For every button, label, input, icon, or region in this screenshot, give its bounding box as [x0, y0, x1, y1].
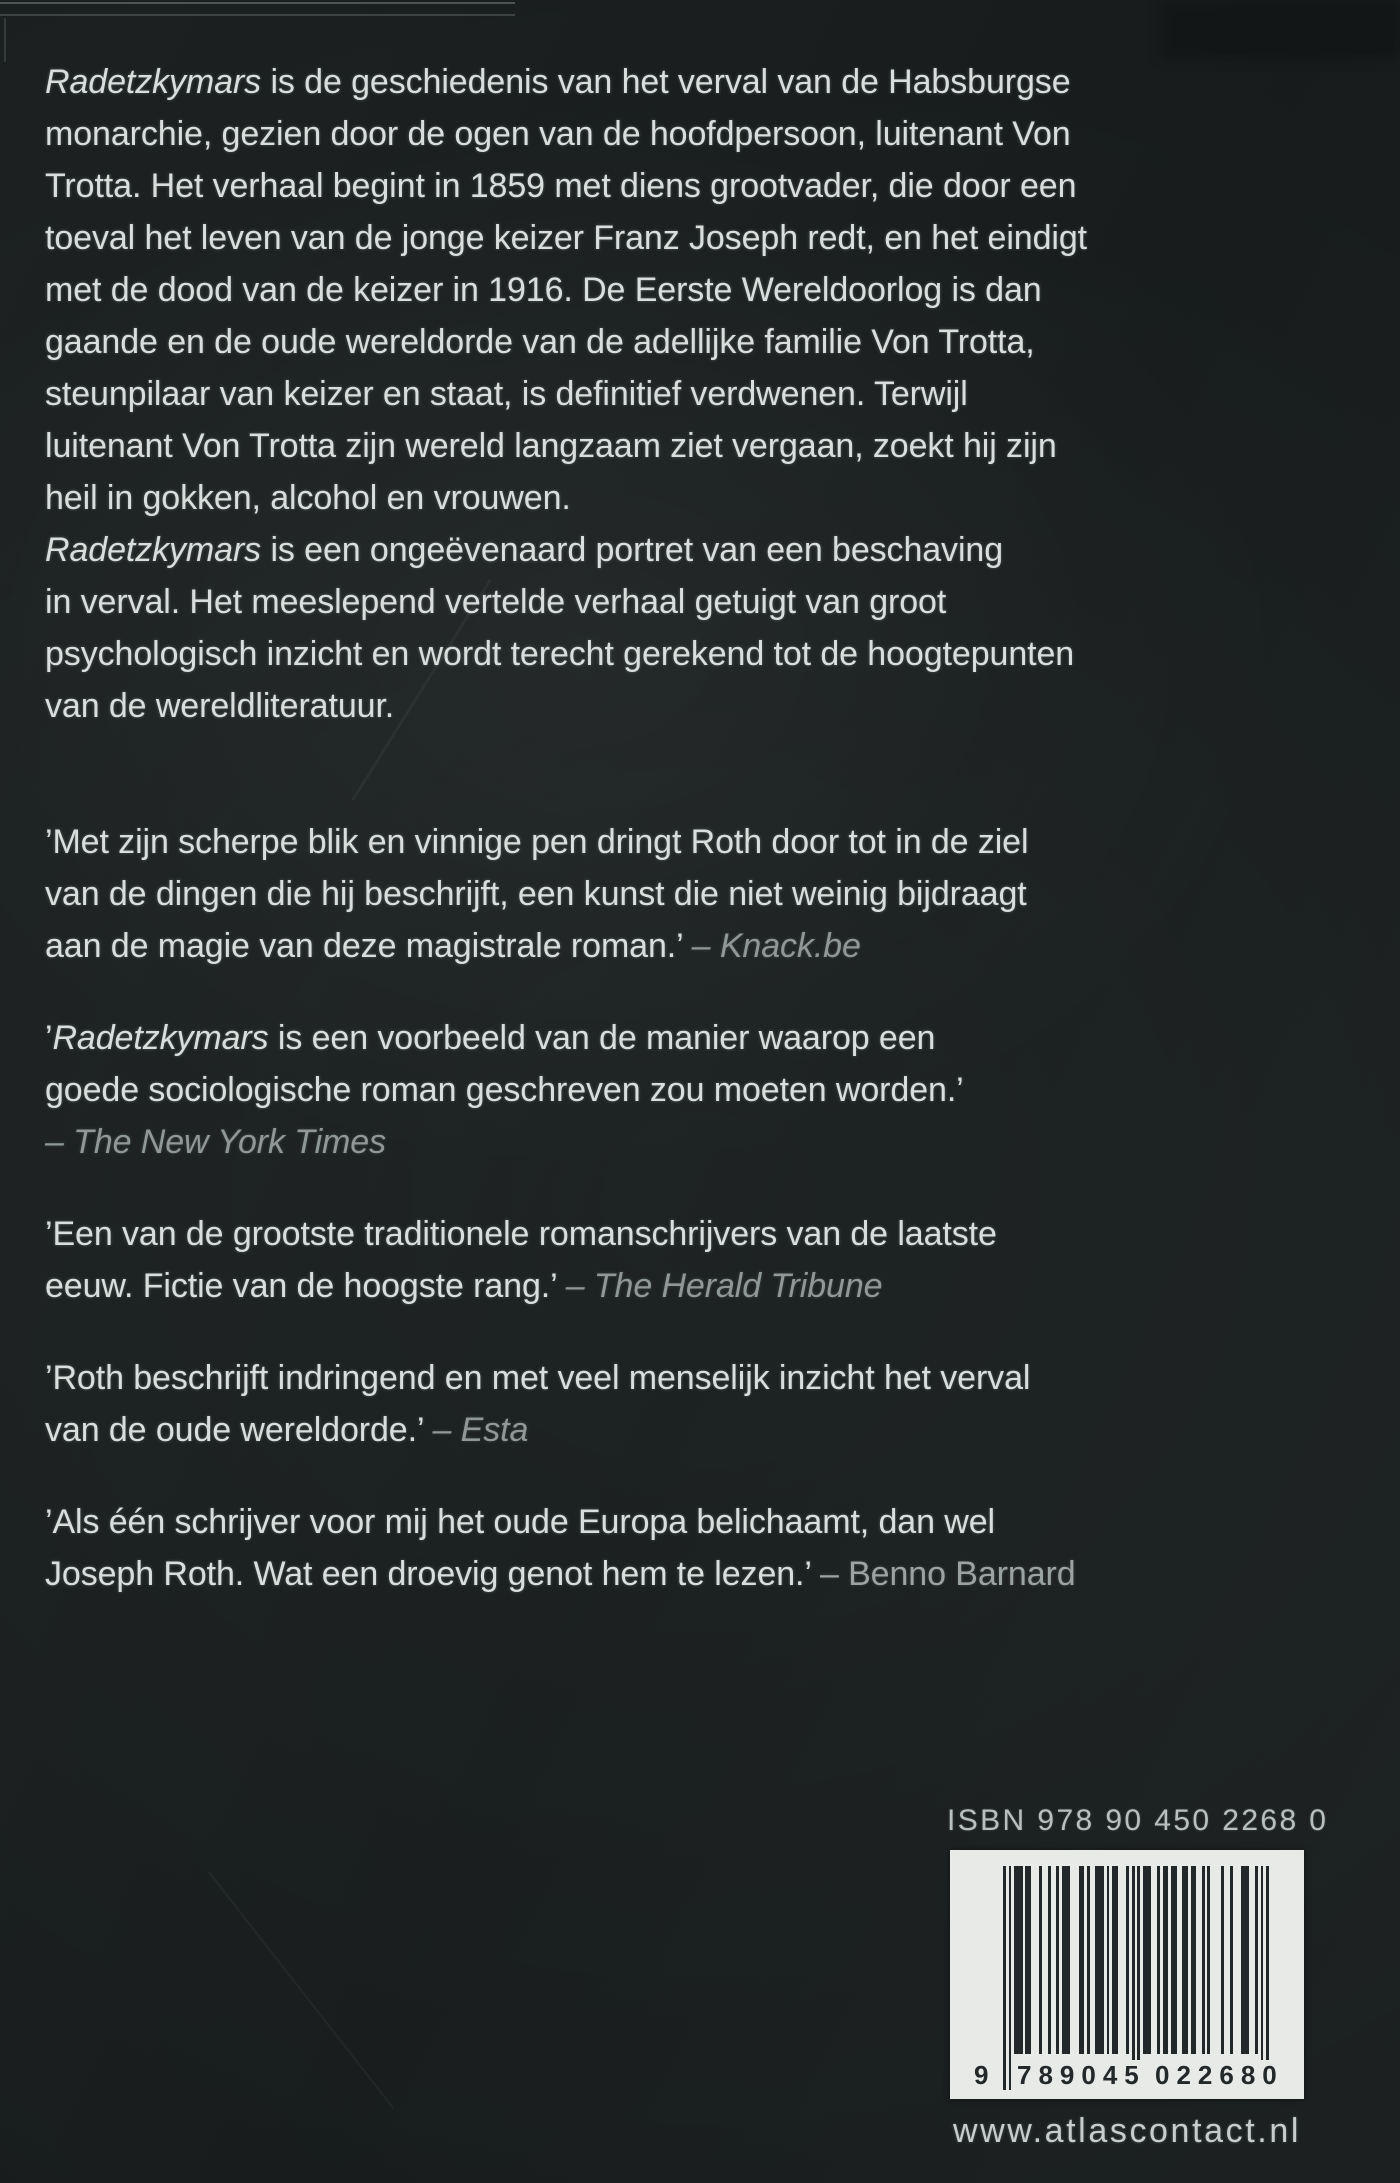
barcode-bar [1048, 1866, 1051, 2054]
text-line: Radetzkymars is een ongeëvenaard portret van een beschaving [45, 531, 1004, 569]
synopsis-block [45, 56, 1305, 732]
text-line: eeuw. Fictie van de hoogste rang.’ – The Herald Tribune [45, 1267, 883, 1305]
text-line: luitenant Von Trotta zijn wereld langzaam ziet vergaan, zoekt hij zijn [45, 427, 1057, 465]
text-line: monarchie, gezien door de ogen van de hoofdpersoon, luitenant Von [45, 115, 1071, 153]
barcode-bar [1112, 1866, 1118, 2054]
barcode-bar [1095, 1866, 1103, 2054]
barcode-box [950, 1850, 1304, 2099]
barcode-bar [1207, 1866, 1210, 2054]
isbn-label: ISBN 978 90 450 2268 0 [947, 1804, 1329, 1837]
text-line: aan de magie van deze magistrale roman.’ – Knack.be [45, 927, 861, 965]
text-line: Radetzkymars is de geschiedenis van het verval van de Habsburgse [45, 63, 1071, 101]
text-line: psychologisch inzicht en wordt terecht gerekend tot de hoogtepunten [45, 635, 1075, 673]
barcode-bar [1255, 1866, 1258, 2054]
photo-artifact-left-scratch [4, 18, 6, 62]
barcode-bar [1087, 1866, 1090, 2054]
barcode-bar [1107, 1866, 1110, 2054]
back-cover-text [45, 56, 1305, 1640]
barcode-bar [1025, 1866, 1031, 2054]
quote-block-benno-barnard [45, 1496, 1305, 1600]
text-line: ’Radetzkymars is een voorbeeld van de manier waarop een [45, 1019, 936, 1057]
text-line: ’Als één schrijver voor mij het oude Europa belichaamt, dan wel [45, 1503, 995, 1541]
barcode-guard-bar [1003, 1866, 1006, 2090]
barcode-bar [1039, 1866, 1042, 2054]
text-line: van de dingen die hij beschrijft, een kunst die niet weinig bijdraagt [45, 875, 1027, 913]
barcode-digit-lead: 9 [974, 2060, 989, 2090]
text-line: in verval. Het meeslepend vertelde verhaal getuigt van groot [45, 583, 947, 621]
barcode-guard-bar [1261, 1866, 1264, 2090]
barcode-guard-bar [1137, 1866, 1140, 2090]
barcode-guard-bar [1009, 1866, 1012, 2090]
barcode-digits-group2: 022680 [1152, 2060, 1287, 2091]
barcode-bar [1126, 1866, 1129, 2054]
barcode-bar [1163, 1866, 1169, 2054]
text-line: – The New York Times [45, 1123, 386, 1161]
barcode-bar [1202, 1866, 1205, 2054]
photo-artifact-top-scratch [0, 2, 515, 4]
quote-block-herald-tribune [45, 1208, 1305, 1312]
quote-block-esta [45, 1352, 1305, 1456]
barcode-bar [1241, 1866, 1249, 2054]
text-line: van de oude wereldorde.’ – Esta [45, 1411, 529, 1449]
text-line: toeval het leven van de jonge keizer Franz Joseph redt, en het eindigt [45, 219, 1088, 257]
barcode-guard-bar [1266, 1866, 1269, 2090]
barcode-bar [1014, 1866, 1022, 2054]
photo-artifact-corner-shade [1160, 0, 1400, 60]
quote-block-knack [45, 816, 1305, 972]
text-line: Joseph Roth. Wat een droevig genot hem te lezen.’ – Benno Barnard [45, 1555, 1076, 1593]
photo-artifact-top-scratch-2 [0, 14, 515, 16]
barcode-bar [1230, 1866, 1233, 2054]
barcode-bar [1062, 1866, 1070, 2054]
text-line: met de dood van de keizer in 1916. De Eerste Wereldoorlog is dan [45, 271, 1042, 309]
barcode-bar [1056, 1866, 1059, 2054]
barcode-guard-bar [1132, 1866, 1135, 2090]
barcode-digits-group1: 789045 [1014, 2060, 1149, 2091]
text-line: gaande en de oude wereldorde van de adellijke familie Von Trotta, [45, 323, 1035, 361]
text-line: ’Een van de grootste traditionele romanschrijvers van de laatste [45, 1215, 997, 1253]
barcode-bar [1191, 1866, 1197, 2054]
text-line: steunpilaar van keizer en staat, is definitief verdwenen. Terwijl [45, 375, 968, 413]
text-line: ’Roth beschrijft indringend en met veel menselijk inzicht het verval [45, 1359, 1031, 1397]
text-line: heil in gokken, alcohol en vrouwen. [45, 479, 571, 517]
text-line: goede sociologische roman geschreven zou moeten worden.’ [45, 1071, 964, 1109]
text-line: van de wereldliteratuur. [45, 687, 395, 725]
photo-artifact-streak [208, 1871, 394, 2109]
barcode-bar [1182, 1866, 1188, 2054]
text-line: Trotta. Het verhaal begint in 1859 met diens grootvader, die door een [45, 167, 1077, 205]
barcode-bar [1221, 1866, 1224, 2054]
barcode-bar [1171, 1866, 1177, 2054]
quote-block-new-york-times [45, 1012, 1305, 1168]
barcode-bar [1079, 1866, 1085, 2054]
publisher-website: www.atlascontact.nl [953, 2112, 1301, 2150]
barcode-bar [1143, 1866, 1151, 2054]
barcode-digits [950, 2060, 1304, 2094]
text-line: ’Met zijn scherpe blik en vinnige pen dringt Roth door tot in de ziel [45, 823, 1029, 861]
barcode-bar [1157, 1866, 1160, 2054]
